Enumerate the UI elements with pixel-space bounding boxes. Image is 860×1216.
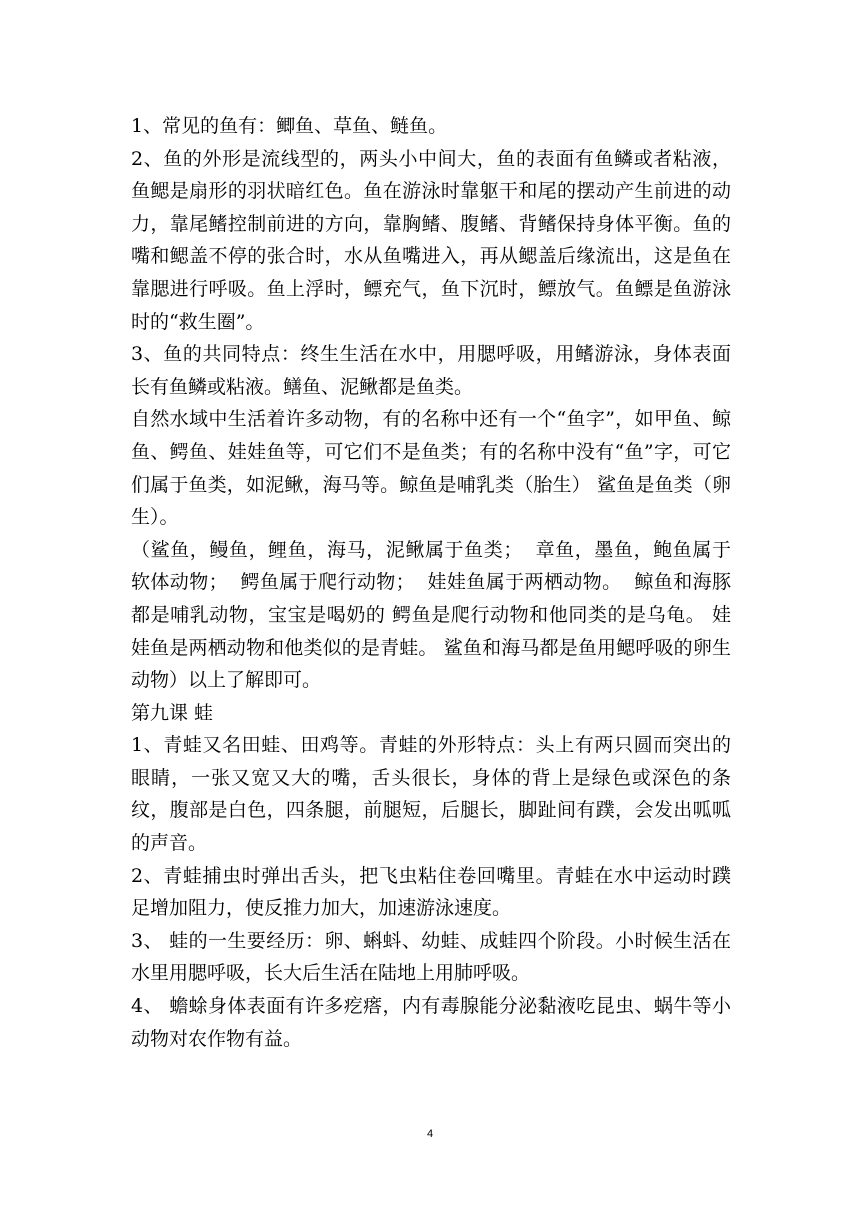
paragraph-frog-appearance: 1、青蛙又名田蛙、田鸡等。青蛙的外形特点：头上有两只圆而突出的眼睛，一张又宽又大的嘴，舌头很长，身体的背上是绿色或深色的条纹，腹部是白色，四条腿，前腿短，后腿长，脚趾间有蹼，会发出呱呱的声音。 [131, 734, 731, 855]
paragraph-toad: 4、 蟾蜍身体表面有许多疙瘩，内有毒腺能分泌黏液吃昆虫、蜗牛等小动物对农作物有益。 [131, 995, 731, 1050]
lesson-heading: 第九课 蛙 [131, 701, 214, 724]
paragraph-fish-names: 自然水域中生活着许多动物，有的名称中还有一个“鱼字”，如甲鱼、鲸鱼、鳄鱼、娃娃鱼等，可它们不是鱼类；有的名称中没有“鱼”字，可它们属于鱼类，如泥鳅，海马等。鲸鱼是哺乳类（胎生） 鲨鱼是鱼类（卵生）。 [131, 408, 731, 529]
paragraph-animal-classes: （鲨鱼，鳗鱼，鲤鱼，海马，泥鳅属于鱼类； 章鱼，墨鱼，鲍鱼属于软体动物； 鳄鱼属于爬行动物； 娃娃鱼属于两栖动物。 鲸鱼和海豚都是哺乳动物，宝宝是喝奶的 鳄鱼是爬行动物和他同类的是乌龟。 娃娃鱼是两栖动物和他类似的是青蛙。 鲨鱼和海马都是鱼用鳃呼吸的卵生动物）以上了解即可。 [131, 538, 731, 692]
paragraph-common-fish: 1、常见的鱼有：鲫鱼、草鱼、鲢鱼。 [131, 115, 448, 137]
paragraph-fish-features: 3、鱼的共同特点：终生生活在水中，用腮呼吸，用鳍游泳，身体表面长有鱼鳞或粘液。鳝鱼、泥鳅都是鱼类。 [131, 343, 731, 398]
document-body [131, 110, 731, 1055]
page-number: 4 [426, 1128, 434, 1140]
paragraph-fish-shape: 2、鱼的外形是流线型的，两头小中间大，鱼的表面有鱼鳞或者粘液，鱼鳃是扇形的羽状暗红色。鱼在游泳时靠躯干和尾的摆动产生前进的动力，靠尾鳍控制前进的方向，靠胸鳍、腹鳍、背鳍保持身体平衡。鱼的嘴和鳃盖不停的张合时，水从鱼嘴进入，再从鳃盖后缘流出，这是鱼在靠腮进行呼吸。鱼上浮时，鳔充气，鱼下沉时，鳔放气。鱼鳔是鱼游泳时的“救生圈”。 [131, 147, 731, 333]
paragraph-frog-hunting: 2、青蛙捕虫时弹出舌头，把飞虫粘住卷回嘴里。青蛙在水中运动时蹼足增加阻力，使反推力加大，加速游泳速度。 [131, 864, 731, 920]
paragraph-frog-lifecycle: 3、 蛙的一生要经历：卵、蝌蚪、幼蛙、成蛙四个阶段。小时候生活在水里用腮呼吸，长大后生活在陆地上用肺呼吸。 [131, 929, 731, 985]
